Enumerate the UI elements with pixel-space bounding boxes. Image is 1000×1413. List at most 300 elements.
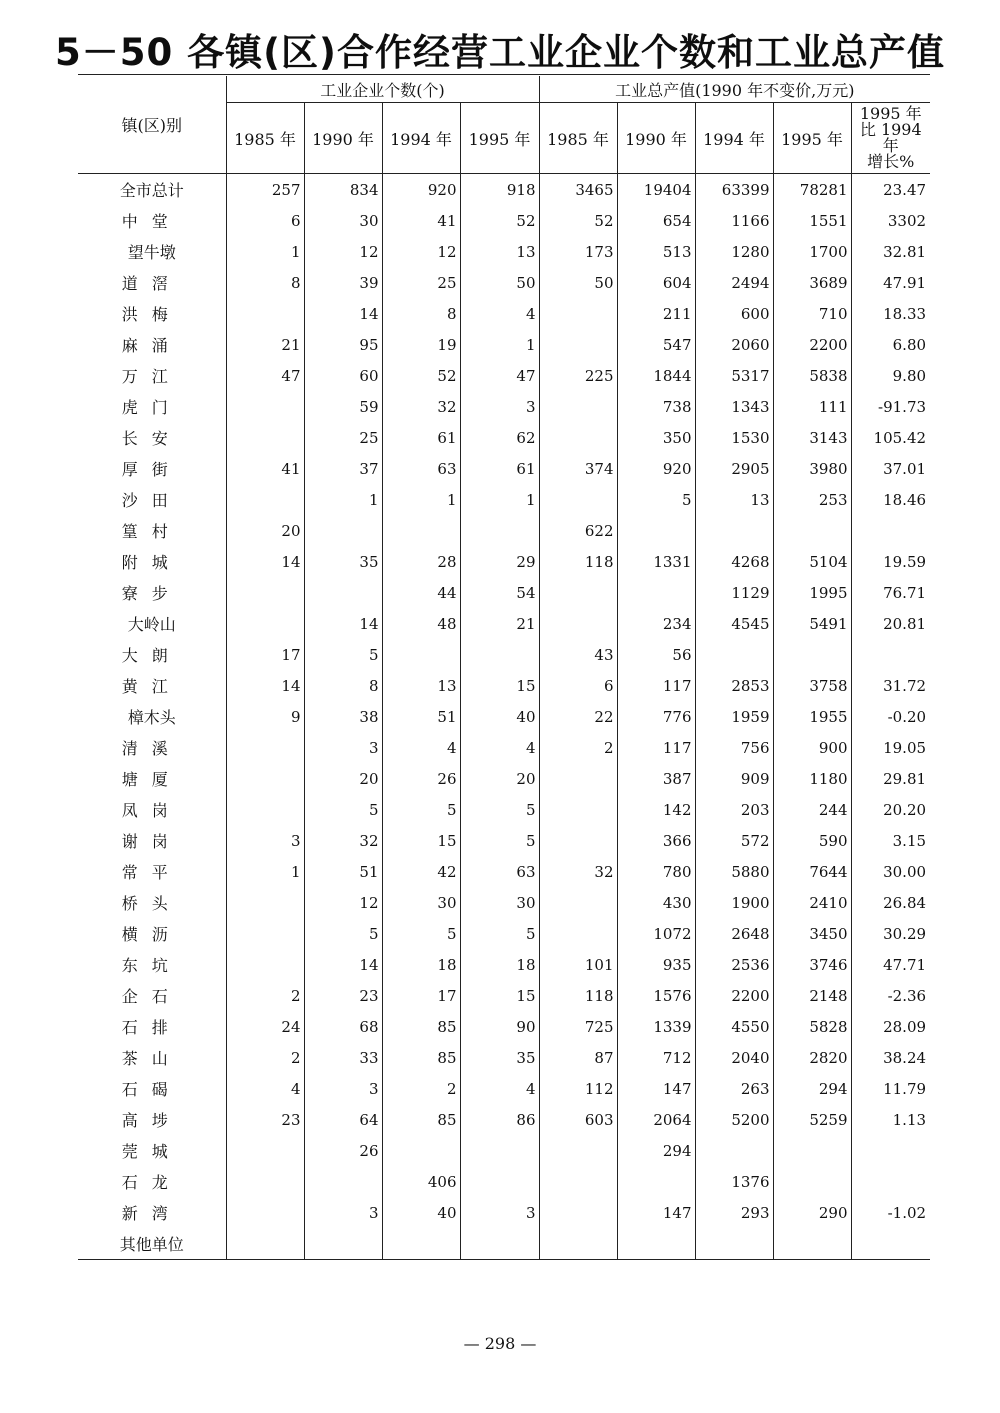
count-cell <box>226 918 304 949</box>
output-cell <box>539 1166 617 1197</box>
count-cell <box>382 639 460 670</box>
table-row <box>78 949 930 980</box>
count-cell: 44 <box>382 577 460 608</box>
growth-cell: 31.72 <box>851 670 930 701</box>
output-cell: 547 <box>617 329 695 360</box>
count-cell: 64 <box>304 1104 382 1135</box>
region-name-text: 篁村 <box>121 522 182 541</box>
output-cell: 78281 <box>773 174 851 206</box>
growth-cell <box>851 1228 930 1260</box>
output-cell: 710 <box>773 298 851 329</box>
count-cell: 62 <box>460 422 539 453</box>
count-cell: 32 <box>304 825 382 856</box>
count-cell: 3 <box>460 391 539 422</box>
growth-cell: -91.73 <box>851 391 930 422</box>
growth-cell <box>851 639 930 670</box>
output-cell: 173 <box>539 236 617 267</box>
region-name <box>78 267 226 298</box>
header-growth-line1: 1995 年 <box>859 104 922 123</box>
count-cell: 85 <box>382 1011 460 1042</box>
output-cell: 7644 <box>773 856 851 887</box>
count-cell: 12 <box>304 887 382 918</box>
output-cell: 600 <box>695 298 773 329</box>
growth-cell: 18.46 <box>851 484 930 515</box>
output-cell: 900 <box>773 732 851 763</box>
count-cell: 3 <box>304 732 382 763</box>
region-name-text: 凤岗 <box>121 801 182 820</box>
region-name <box>78 918 226 949</box>
count-cell: 33 <box>304 1042 382 1073</box>
growth-cell: 9.80 <box>851 360 930 391</box>
table-row <box>78 205 930 236</box>
region-name <box>78 577 226 608</box>
output-cell: 4268 <box>695 546 773 577</box>
count-cell: 1 <box>226 236 304 267</box>
region-name <box>78 515 226 546</box>
count-cell: 5 <box>304 639 382 670</box>
output-cell: 5880 <box>695 856 773 887</box>
count-cell: 1 <box>304 484 382 515</box>
count-cell: 8 <box>226 267 304 298</box>
growth-cell: 19.59 <box>851 546 930 577</box>
count-cell <box>304 1166 382 1197</box>
count-cell <box>226 1228 304 1260</box>
count-cell: 38 <box>304 701 382 732</box>
count-cell <box>226 484 304 515</box>
count-cell: 17 <box>382 980 460 1011</box>
output-cell <box>539 918 617 949</box>
output-cell: 513 <box>617 236 695 267</box>
header-group-count: 工业企业个数(个) <box>226 76 539 103</box>
output-cell <box>539 484 617 515</box>
growth-cell: -2.36 <box>851 980 930 1011</box>
table-row <box>78 360 930 391</box>
output-cell: 50 <box>539 267 617 298</box>
count-cell: 47 <box>226 360 304 391</box>
output-cell: 43 <box>539 639 617 670</box>
count-cell <box>226 422 304 453</box>
count-cell: 14 <box>226 670 304 701</box>
region-name-text: 厚街 <box>121 460 182 479</box>
count-cell <box>304 577 382 608</box>
table-row <box>78 453 930 484</box>
region-name-text: 大岭山 <box>127 615 176 634</box>
region-name-text: 新湾 <box>121 1204 182 1223</box>
count-cell <box>382 1135 460 1166</box>
output-cell: 5491 <box>773 608 851 639</box>
output-cell: 5317 <box>695 360 773 391</box>
count-cell: 9 <box>226 701 304 732</box>
header-growth-line3: 增长% <box>867 152 915 171</box>
output-cell: 117 <box>617 670 695 701</box>
region-name <box>78 608 226 639</box>
region-name <box>78 546 226 577</box>
count-cell <box>460 1228 539 1260</box>
count-cell: 8 <box>382 298 460 329</box>
growth-cell: 47.91 <box>851 267 930 298</box>
output-cell: 13 <box>695 484 773 515</box>
region-name <box>78 1011 226 1042</box>
output-cell: 1339 <box>617 1011 695 1042</box>
growth-cell: 11.79 <box>851 1073 930 1104</box>
output-cell: 101 <box>539 949 617 980</box>
count-cell <box>226 1166 304 1197</box>
region-name-text: 万江 <box>121 367 182 386</box>
count-cell: 23 <box>304 980 382 1011</box>
count-cell: 15 <box>382 825 460 856</box>
growth-cell: 23.47 <box>851 174 930 206</box>
output-cell: 3143 <box>773 422 851 453</box>
header-count-1995: 1995 年 <box>460 103 539 174</box>
count-cell: 13 <box>382 670 460 701</box>
table-row <box>78 1135 930 1166</box>
table-row <box>78 918 930 949</box>
count-cell: 39 <box>304 267 382 298</box>
output-cell: 2410 <box>773 887 851 918</box>
count-cell: 42 <box>382 856 460 887</box>
output-cell <box>539 825 617 856</box>
count-cell: 25 <box>382 267 460 298</box>
table-row <box>78 701 930 732</box>
table-row <box>78 794 930 825</box>
region-name <box>78 1135 226 1166</box>
region-name-text: 高埗 <box>121 1111 182 1130</box>
output-cell: 118 <box>539 980 617 1011</box>
region-name-text: 全市总计 <box>119 181 184 200</box>
output-cell <box>695 639 773 670</box>
output-cell: 117 <box>617 732 695 763</box>
count-cell: 30 <box>382 887 460 918</box>
output-cell: 244 <box>773 794 851 825</box>
count-cell: 85 <box>382 1042 460 1073</box>
table-row <box>78 546 930 577</box>
output-cell: 1995 <box>773 577 851 608</box>
output-cell: 3465 <box>539 174 617 206</box>
count-cell <box>460 639 539 670</box>
output-cell: 3689 <box>773 267 851 298</box>
region-name-text: 道滘 <box>121 274 182 293</box>
region-name <box>78 1197 226 1228</box>
region-name <box>78 391 226 422</box>
output-cell: 293 <box>695 1197 773 1228</box>
region-name <box>78 980 226 1011</box>
output-cell: 5104 <box>773 546 851 577</box>
region-name-text: 寮步 <box>121 584 182 603</box>
count-cell: 12 <box>382 236 460 267</box>
count-cell: 63 <box>460 856 539 887</box>
table-row <box>78 422 930 453</box>
output-cell: 112 <box>539 1073 617 1104</box>
output-cell: 2040 <box>695 1042 773 1073</box>
output-cell <box>539 794 617 825</box>
output-cell: 5259 <box>773 1104 851 1135</box>
output-cell: 1700 <box>773 236 851 267</box>
output-cell: 1343 <box>695 391 773 422</box>
count-cell: 18 <box>460 949 539 980</box>
count-cell: 63 <box>382 453 460 484</box>
count-cell: 28 <box>382 546 460 577</box>
count-cell: 4 <box>382 732 460 763</box>
growth-cell: 105.42 <box>851 422 930 453</box>
count-cell: 4 <box>226 1073 304 1104</box>
table-row <box>78 670 930 701</box>
output-cell: 1331 <box>617 546 695 577</box>
output-cell: 935 <box>617 949 695 980</box>
count-cell: 23 <box>226 1104 304 1135</box>
output-cell: 3758 <box>773 670 851 701</box>
count-cell <box>460 515 539 546</box>
region-name-text: 石碣 <box>121 1080 182 1099</box>
table-row <box>78 298 930 329</box>
output-cell: 2 <box>539 732 617 763</box>
growth-cell: 20.20 <box>851 794 930 825</box>
table-row <box>78 980 930 1011</box>
output-cell: 387 <box>617 763 695 794</box>
count-cell <box>226 1135 304 1166</box>
growth-cell: 28.09 <box>851 1011 930 1042</box>
region-name-text: 大朗 <box>121 646 182 665</box>
output-cell: 2820 <box>773 1042 851 1073</box>
output-cell <box>539 763 617 794</box>
region-name <box>78 1104 226 1135</box>
count-cell: 41 <box>226 453 304 484</box>
count-cell <box>460 1166 539 1197</box>
region-name <box>78 794 226 825</box>
output-cell: 603 <box>539 1104 617 1135</box>
count-cell: 68 <box>304 1011 382 1042</box>
output-cell: 1844 <box>617 360 695 391</box>
output-cell <box>539 608 617 639</box>
output-cell: 5 <box>617 484 695 515</box>
count-cell: 48 <box>382 608 460 639</box>
count-cell: 5 <box>382 918 460 949</box>
output-cell: 4545 <box>695 608 773 639</box>
count-cell: 86 <box>460 1104 539 1135</box>
count-cell <box>226 763 304 794</box>
growth-cell: 3.15 <box>851 825 930 856</box>
output-cell: 2853 <box>695 670 773 701</box>
table-row <box>78 1166 930 1197</box>
count-cell: 54 <box>460 577 539 608</box>
growth-cell <box>851 1166 930 1197</box>
output-cell: 1551 <box>773 205 851 236</box>
growth-cell: -1.02 <box>851 1197 930 1228</box>
region-name <box>78 329 226 360</box>
output-cell: 5200 <box>695 1104 773 1135</box>
output-cell <box>539 577 617 608</box>
count-cell: 24 <box>226 1011 304 1042</box>
output-cell: 2060 <box>695 329 773 360</box>
output-cell <box>617 577 695 608</box>
region-name-text: 其他单位 <box>119 1235 184 1254</box>
count-cell: 1 <box>460 484 539 515</box>
region-name-text: 石排 <box>121 1018 182 1037</box>
region-name-text: 麻涌 <box>121 336 182 355</box>
output-cell <box>695 1135 773 1166</box>
count-cell: 59 <box>304 391 382 422</box>
table-row <box>78 856 930 887</box>
region-name <box>78 763 226 794</box>
growth-cell: 26.84 <box>851 887 930 918</box>
output-cell: 225 <box>539 360 617 391</box>
table-row <box>78 515 930 546</box>
region-name-text: 清溪 <box>121 739 182 758</box>
count-cell: 4 <box>460 1073 539 1104</box>
region-name <box>78 298 226 329</box>
output-cell: 374 <box>539 453 617 484</box>
count-cell: 17 <box>226 639 304 670</box>
region-name <box>78 887 226 918</box>
region-name-text: 企石 <box>121 987 182 1006</box>
region-name <box>78 236 226 267</box>
growth-cell: 20.81 <box>851 608 930 639</box>
region-name <box>78 639 226 670</box>
output-cell <box>773 639 851 670</box>
count-cell: 5 <box>460 825 539 856</box>
count-cell: 40 <box>382 1197 460 1228</box>
region-name <box>78 422 226 453</box>
growth-cell: 30.00 <box>851 856 930 887</box>
output-cell <box>539 422 617 453</box>
output-cell: 2536 <box>695 949 773 980</box>
count-cell: 20 <box>304 763 382 794</box>
count-cell: 37 <box>304 453 382 484</box>
header-growth <box>851 103 930 174</box>
growth-cell: 32.81 <box>851 236 930 267</box>
count-cell: 4 <box>460 298 539 329</box>
output-cell: 5828 <box>773 1011 851 1042</box>
output-cell: 2200 <box>695 980 773 1011</box>
count-cell <box>226 949 304 980</box>
output-cell <box>539 329 617 360</box>
count-cell: 19 <box>382 329 460 360</box>
count-cell: 257 <box>226 174 304 206</box>
output-cell: 1530 <box>695 422 773 453</box>
count-cell <box>226 732 304 763</box>
output-cell <box>773 515 851 546</box>
growth-cell: 38.24 <box>851 1042 930 1073</box>
growth-cell <box>851 515 930 546</box>
data-table <box>78 76 930 1260</box>
table-row <box>78 267 930 298</box>
count-cell: 52 <box>460 205 539 236</box>
count-cell: 50 <box>460 267 539 298</box>
count-cell: 51 <box>382 701 460 732</box>
output-cell: 430 <box>617 887 695 918</box>
count-cell: 2 <box>226 1042 304 1073</box>
output-cell: 2905 <box>695 453 773 484</box>
table-row <box>78 825 930 856</box>
count-cell: 15 <box>460 980 539 1011</box>
output-cell: 350 <box>617 422 695 453</box>
table-row <box>78 1197 930 1228</box>
output-cell: 147 <box>617 1197 695 1228</box>
output-cell: 1955 <box>773 701 851 732</box>
output-cell: 2148 <box>773 980 851 1011</box>
header-region: 镇(区)别 <box>78 76 226 174</box>
growth-cell: 76.71 <box>851 577 930 608</box>
count-cell: 21 <box>460 608 539 639</box>
table-row <box>78 887 930 918</box>
region-name <box>78 205 226 236</box>
growth-cell: 3302 <box>851 205 930 236</box>
output-cell: 3980 <box>773 453 851 484</box>
output-cell <box>695 515 773 546</box>
output-cell: 780 <box>617 856 695 887</box>
count-cell: 40 <box>460 701 539 732</box>
count-cell: 5 <box>304 918 382 949</box>
output-cell: 63399 <box>695 174 773 206</box>
output-cell: 3450 <box>773 918 851 949</box>
output-cell <box>539 391 617 422</box>
count-cell <box>226 577 304 608</box>
count-cell: 26 <box>382 763 460 794</box>
growth-cell <box>851 1135 930 1166</box>
output-cell: 1280 <box>695 236 773 267</box>
output-cell: 756 <box>695 732 773 763</box>
header-output-1985: 1985 年 <box>539 103 617 174</box>
table-row <box>78 391 930 422</box>
growth-cell: 1.13 <box>851 1104 930 1135</box>
region-name <box>78 825 226 856</box>
count-cell: 90 <box>460 1011 539 1042</box>
output-cell: 111 <box>773 391 851 422</box>
output-cell <box>539 887 617 918</box>
output-cell: 142 <box>617 794 695 825</box>
growth-cell: 19.05 <box>851 732 930 763</box>
growth-cell: 18.33 <box>851 298 930 329</box>
header-count-1990: 1990 年 <box>304 103 382 174</box>
count-cell: 12 <box>304 236 382 267</box>
count-cell <box>304 515 382 546</box>
count-cell: 51 <box>304 856 382 887</box>
output-cell: 590 <box>773 825 851 856</box>
table-row <box>78 1042 930 1073</box>
region-name-text: 中堂 <box>121 212 182 231</box>
growth-cell: -0.20 <box>851 701 930 732</box>
count-cell: 1 <box>226 856 304 887</box>
region-name <box>78 701 226 732</box>
count-cell <box>226 887 304 918</box>
count-cell: 918 <box>460 174 539 206</box>
count-cell: 5 <box>460 918 539 949</box>
output-cell <box>617 1166 695 1197</box>
count-cell: 3 <box>226 825 304 856</box>
growth-cell: 47.71 <box>851 949 930 980</box>
output-cell <box>617 515 695 546</box>
output-cell: 920 <box>617 453 695 484</box>
region-name <box>78 453 226 484</box>
output-cell: 1376 <box>695 1166 773 1197</box>
count-cell: 20 <box>460 763 539 794</box>
region-name <box>78 1042 226 1073</box>
count-cell <box>226 391 304 422</box>
output-cell <box>773 1135 851 1166</box>
count-cell: 21 <box>226 329 304 360</box>
count-cell: 18 <box>382 949 460 980</box>
output-cell: 2064 <box>617 1104 695 1135</box>
count-cell: 2 <box>226 980 304 1011</box>
output-cell <box>539 298 617 329</box>
output-cell: 4550 <box>695 1011 773 1042</box>
count-cell: 25 <box>304 422 382 453</box>
output-cell: 118 <box>539 546 617 577</box>
table-row <box>78 732 930 763</box>
count-cell: 4 <box>460 732 539 763</box>
output-cell: 572 <box>695 825 773 856</box>
count-cell: 13 <box>460 236 539 267</box>
region-name <box>78 670 226 701</box>
